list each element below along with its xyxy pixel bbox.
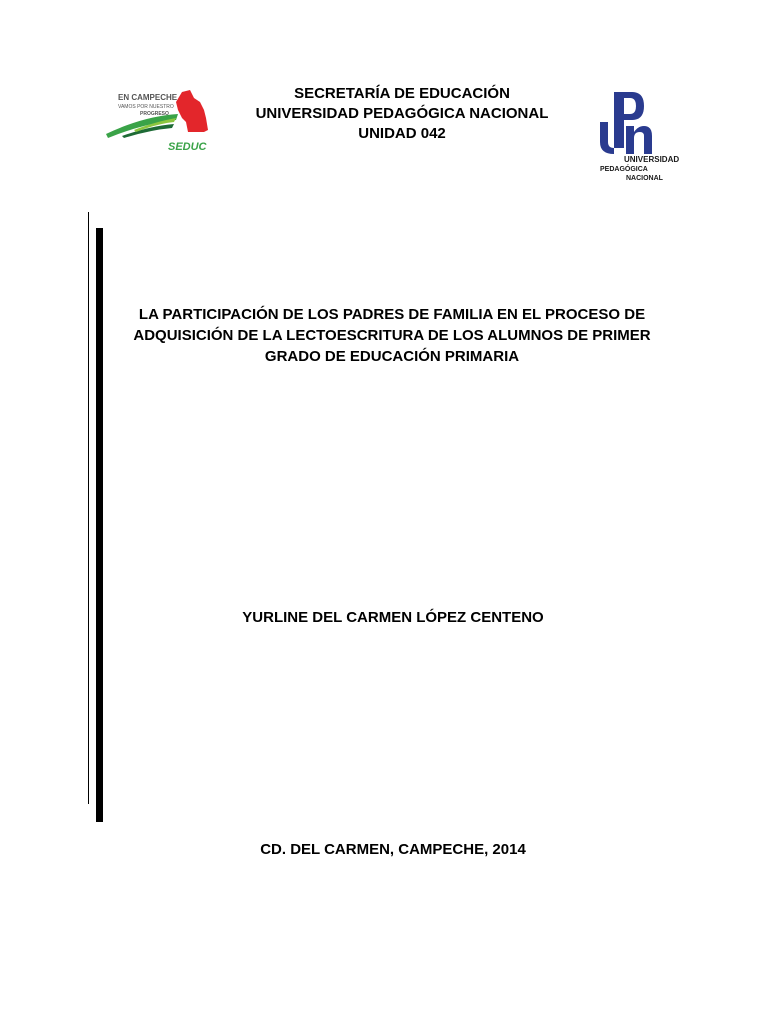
upn-text-line2: PEDAGÓGICA — [600, 166, 648, 173]
thesis-title — [112, 304, 672, 367]
seduc-text-mid: VAMOS POR NUESTRO — [118, 104, 174, 110]
seduc-text-top: EN CAMPECHE — [118, 93, 178, 102]
title-line-3: GRADO DE EDUCACIÓN PRIMARIA — [264, 348, 520, 365]
institution-header — [230, 84, 574, 144]
header-line-unidad: UNIDAD 042 — [358, 125, 446, 142]
place-and-year: CD. DEL CARMEN, CAMPECHE, 2014 — [260, 841, 526, 858]
seduc-name: SEDUC — [168, 141, 207, 153]
header-line-secretaria: SECRETARÍA DE EDUCACIÓN — [294, 85, 510, 102]
seduc-text-bottom: PROGRESO — [140, 111, 169, 117]
seduc-logo-graphic — [104, 88, 216, 154]
upn-logo — [596, 88, 688, 184]
decorative-thick-rule — [96, 228, 103, 822]
author-name: YURLINE DEL CARMEN LÓPEZ CENTENO — [242, 609, 544, 626]
title-line-1: LA PARTICIPACIÓN DE LOS PADRES DE FAMILIA EN EL PROCESO DE — [138, 306, 646, 323]
title-line-2: ADQUISICIÓN DE LA LECTOESCRITURA DE LOS ALUMNOS DE PRIMER — [133, 327, 651, 344]
upn-logo-graphic — [596, 88, 688, 184]
decorative-thin-rule — [88, 212, 89, 804]
upn-text-line1: UNIVERSIDAD — [624, 155, 680, 164]
upn-text-line3: NACIONAL — [626, 175, 663, 182]
header-line-universidad: UNIVERSIDAD PEDAGÓGICA NACIONAL — [255, 105, 549, 122]
seduc-logo — [104, 88, 216, 154]
